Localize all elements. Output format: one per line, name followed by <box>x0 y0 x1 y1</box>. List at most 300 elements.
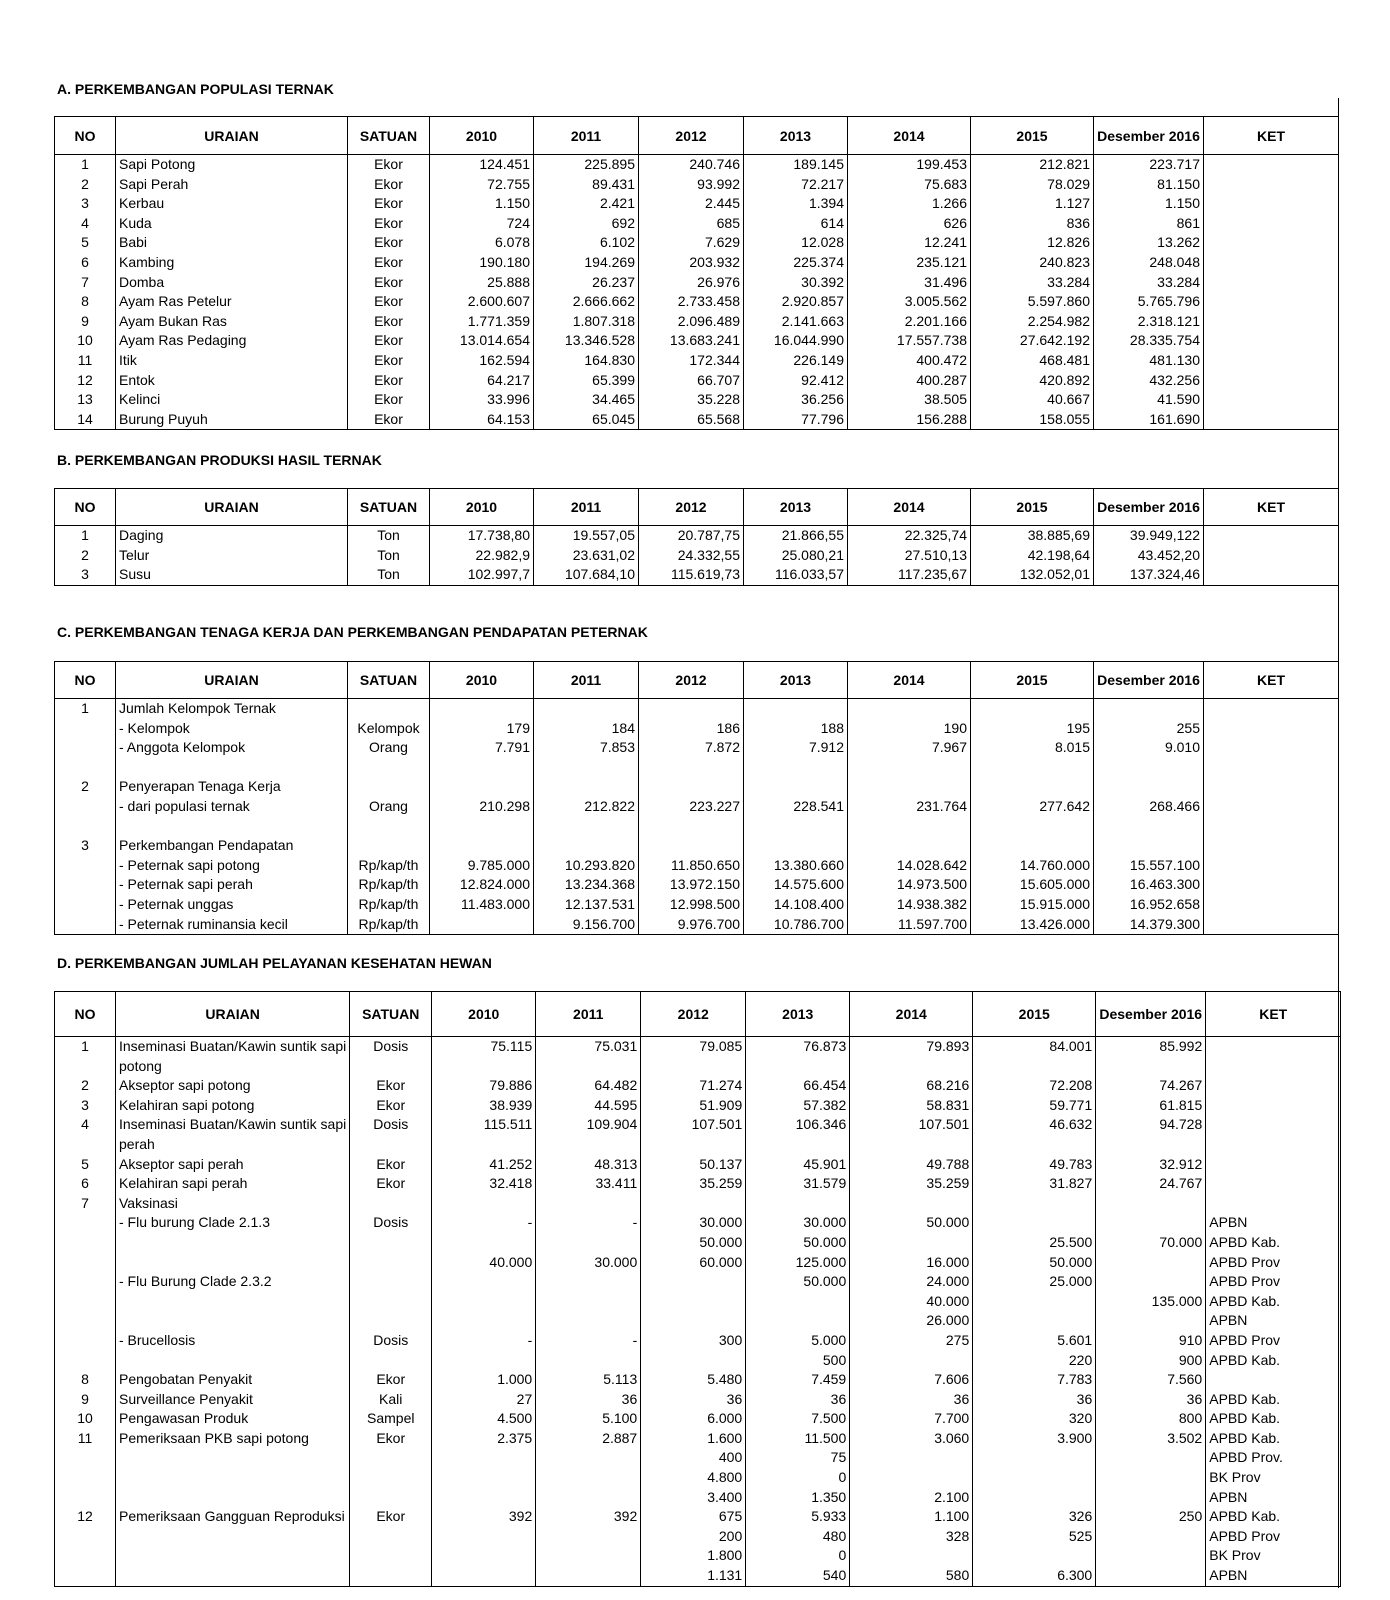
cell-des2016: 135.000 <box>1096 1292 1206 1312</box>
cell-y2013: 14.108.400 <box>744 895 848 915</box>
cell-y2012: 65.568 <box>639 410 744 430</box>
cell-y2012: 12.998.500 <box>639 895 744 915</box>
cell-uraian: Kelahiran sapi potong <box>116 1096 350 1116</box>
cell-y2011 <box>534 817 639 837</box>
cell-no: 3 <box>55 565 116 585</box>
cell-y2012: 51.909 <box>641 1096 746 1116</box>
cell-des2016 <box>1096 1194 1206 1214</box>
table-row <box>55 699 1339 719</box>
cell-y2013: 116.033,57 <box>744 565 848 585</box>
cell-uraian: Kelahiran sapi perah <box>116 1174 350 1194</box>
table-pelayanan-kesehatan-hewan <box>54 991 1341 1587</box>
header-y2015: 2015 <box>971 662 1094 699</box>
cell-y2012: 2.096.489 <box>639 312 744 332</box>
cell-y2012: 9.976.700 <box>639 915 744 935</box>
cell-satuan <box>350 1546 432 1566</box>
cell-no <box>55 758 116 778</box>
cell-y2011: 2.421 <box>534 194 639 214</box>
cell-no <box>55 738 116 758</box>
table-row <box>55 312 1339 332</box>
table-row <box>55 875 1339 895</box>
cell-y2015: 277.642 <box>971 797 1094 817</box>
cell-ket <box>1204 915 1339 935</box>
cell-y2014: 36 <box>850 1390 973 1410</box>
cell-y2013: 125.000 <box>746 1253 850 1273</box>
cell-des2016: 14.379.300 <box>1094 915 1204 935</box>
cell-y2012: 400 <box>641 1448 746 1468</box>
cell-y2010: 2.375 <box>432 1429 536 1449</box>
cell-des2016: 9.010 <box>1094 738 1204 758</box>
cell-y2015 <box>973 1213 1096 1233</box>
cell-satuan <box>350 1351 432 1371</box>
table-row <box>55 1390 1341 1410</box>
cell-uraian <box>116 1311 350 1331</box>
cell-y2012: 1.131 <box>641 1566 746 1586</box>
header-y2010: 2010 <box>432 992 536 1037</box>
cell-y2011: 164.830 <box>534 351 639 371</box>
cell-ket <box>1204 719 1339 739</box>
table-row <box>55 1370 1341 1390</box>
cell-y2013: 14.575.600 <box>744 875 848 895</box>
cell-y2013: 57.382 <box>746 1096 850 1116</box>
cell-y2013 <box>746 1292 850 1312</box>
cell-y2012: 50.000 <box>641 1233 746 1253</box>
header-y2014: 2014 <box>848 117 971 155</box>
cell-y2013: 7.459 <box>746 1370 850 1390</box>
cell-y2012 <box>641 1194 746 1214</box>
cell-y2010: 17.738,80 <box>430 526 534 546</box>
cell-y2013 <box>744 777 848 797</box>
cell-ket <box>1204 371 1339 391</box>
table-row <box>55 1057 1341 1077</box>
cell-y2012: 5.480 <box>641 1370 746 1390</box>
cell-y2011 <box>536 1351 641 1371</box>
table-produksi-hasil-ternak <box>54 488 1339 586</box>
cell-satuan: Dosis <box>350 1037 432 1057</box>
cell-y2013: 0 <box>746 1468 850 1488</box>
cell-y2014: 7.967 <box>848 738 971 758</box>
cell-satuan <box>350 1057 432 1077</box>
cell-y2010: 2.600.607 <box>430 292 534 312</box>
cell-y2013: 2.141.663 <box>744 312 848 332</box>
cell-uraian: - Peternak unggas <box>116 895 348 915</box>
cell-no: 9 <box>55 312 116 332</box>
cell-satuan: Ekor <box>348 410 430 430</box>
table-row <box>55 1253 1341 1273</box>
cell-ket <box>1206 1096 1341 1116</box>
cell-y2012: 4.800 <box>641 1468 746 1488</box>
cell-uraian: Ayam Ras Pedaging <box>116 331 348 351</box>
cell-y2015: 420.892 <box>971 371 1094 391</box>
cell-y2010 <box>430 758 534 778</box>
table-row <box>55 915 1339 935</box>
cell-y2013: 225.374 <box>744 253 848 273</box>
cell-uraian: Penyerapan Tenaga Kerja <box>116 777 348 797</box>
table-row <box>55 1448 1341 1468</box>
cell-y2015 <box>973 1448 1096 1468</box>
cell-y2014: 107.501 <box>850 1115 973 1135</box>
cell-y2015: 132.052,01 <box>971 565 1094 585</box>
cell-des2016: 33.284 <box>1094 273 1204 293</box>
cell-satuan: Ekor <box>350 1076 432 1096</box>
cell-uraian: Pengawasan Produk <box>116 1409 350 1429</box>
cell-y2015: 195 <box>971 719 1094 739</box>
cell-y2015: 5.597.860 <box>971 292 1094 312</box>
cell-y2013: 45.901 <box>746 1155 850 1175</box>
cell-y2013: 30.000 <box>746 1213 850 1233</box>
header-uraian: URAIAN <box>116 662 348 699</box>
cell-y2015: 3.900 <box>973 1429 1096 1449</box>
cell-ket <box>1204 253 1339 273</box>
cell-y2010: 22.982,9 <box>430 546 534 566</box>
cell-y2013: 12.028 <box>744 233 848 253</box>
cell-y2012: 685 <box>639 214 744 234</box>
cell-y2014: 79.893 <box>850 1037 973 1057</box>
cell-satuan: Rp/kap/th <box>348 915 430 935</box>
cell-y2011: 5.100 <box>536 1409 641 1429</box>
cell-no <box>55 1468 116 1488</box>
cell-y2010: 64.217 <box>430 371 534 391</box>
cell-des2016: 1.150 <box>1094 194 1204 214</box>
header-y2012: 2012 <box>639 662 744 699</box>
cell-no <box>55 1233 116 1253</box>
cell-y2010 <box>432 1488 536 1508</box>
cell-y2015 <box>971 758 1094 778</box>
table-row <box>55 1135 1341 1155</box>
cell-y2015: 2.254.982 <box>971 312 1094 332</box>
cell-no <box>55 1292 116 1312</box>
cell-y2011: 12.137.531 <box>534 895 639 915</box>
cell-des2016: 61.815 <box>1096 1096 1206 1116</box>
header-y2012: 2012 <box>639 117 744 155</box>
cell-y2011: 44.595 <box>536 1096 641 1116</box>
cell-no <box>55 1566 116 1586</box>
cell-y2014: 14.973.500 <box>848 875 971 895</box>
cell-ket <box>1204 390 1339 410</box>
cell-uraian <box>116 1488 350 1508</box>
cell-y2014: 26.000 <box>850 1311 973 1331</box>
cell-y2012: 36 <box>641 1390 746 1410</box>
cell-y2010 <box>432 1292 536 1312</box>
cell-satuan: Ton <box>348 565 430 585</box>
cell-y2015: 84.001 <box>973 1037 1096 1057</box>
cell-y2010 <box>430 817 534 837</box>
cell-satuan: Ekor <box>350 1507 432 1527</box>
cell-ket <box>1204 312 1339 332</box>
cell-y2015: 46.632 <box>973 1115 1096 1135</box>
cell-ket <box>1204 817 1339 837</box>
table-row <box>55 1155 1341 1175</box>
cell-y2015 <box>971 777 1094 797</box>
cell-des2016 <box>1096 1057 1206 1077</box>
cell-y2013: 76.873 <box>746 1037 850 1057</box>
cell-y2010 <box>432 1546 536 1566</box>
cell-y2015 <box>973 1194 1096 1214</box>
cell-satuan <box>350 1194 432 1214</box>
cell-y2015: 42.198,64 <box>971 546 1094 566</box>
cell-satuan: Rp/kap/th <box>348 875 430 895</box>
cell-satuan <box>348 817 430 837</box>
cell-y2014: 400.287 <box>848 371 971 391</box>
cell-y2011: 194.269 <box>534 253 639 273</box>
cell-uraian: Surveillance Penyakit <box>116 1390 350 1410</box>
cell-uraian: - Peternak ruminansia kecil <box>116 915 348 935</box>
cell-uraian: Entok <box>116 371 348 391</box>
header-y2010: 2010 <box>430 662 534 699</box>
cell-ket <box>1204 233 1339 253</box>
cell-y2011: 33.411 <box>536 1174 641 1194</box>
header-y2014: 2014 <box>850 992 973 1037</box>
cell-no: 4 <box>55 214 116 234</box>
table-row <box>55 331 1339 351</box>
cell-y2012: 26.976 <box>639 273 744 293</box>
cell-no: 4 <box>55 1115 116 1135</box>
cell-ket <box>1204 526 1339 546</box>
cell-y2010: 124.451 <box>430 155 534 175</box>
cell-uraian: Perkembangan Pendapatan <box>116 836 348 856</box>
cell-y2014 <box>850 1468 973 1488</box>
cell-des2016: 81.150 <box>1094 175 1204 195</box>
cell-y2015: 14.760.000 <box>971 856 1094 876</box>
cell-satuan: Kali <box>350 1390 432 1410</box>
cell-des2016: 13.262 <box>1094 233 1204 253</box>
header-y2013: 2013 <box>746 992 850 1037</box>
header-y2010: 2010 <box>430 489 534 526</box>
cell-y2010: 33.996 <box>430 390 534 410</box>
cell-no: 2 <box>55 1076 116 1096</box>
cell-y2011: 6.102 <box>534 233 639 253</box>
cell-y2015 <box>973 1292 1096 1312</box>
cell-no <box>55 1546 116 1566</box>
cell-satuan: Ekor <box>348 175 430 195</box>
cell-y2013: 5.933 <box>746 1507 850 1527</box>
cell-ket <box>1206 1194 1341 1214</box>
cell-des2016: 74.267 <box>1096 1076 1206 1096</box>
cell-no: 3 <box>55 1096 116 1116</box>
cell-satuan: Ekor <box>348 233 430 253</box>
table-row <box>55 1488 1341 1508</box>
cell-y2015 <box>973 1468 1096 1488</box>
cell-y2010 <box>430 836 534 856</box>
cell-ket <box>1204 895 1339 915</box>
cell-ket <box>1204 155 1339 175</box>
cell-uraian <box>116 1292 350 1312</box>
table-row <box>55 253 1339 273</box>
cell-des2016 <box>1096 1253 1206 1273</box>
cell-y2013: 226.149 <box>744 351 848 371</box>
table-tenaga-kerja-pendapatan <box>54 661 1339 935</box>
cell-des2016 <box>1096 1468 1206 1488</box>
cell-no: 7 <box>55 273 116 293</box>
cell-uraian: potong <box>116 1057 350 1077</box>
cell-des2016: 16.463.300 <box>1094 875 1204 895</box>
header-satuan: SATUAN <box>350 992 432 1037</box>
cell-y2015: 38.885,69 <box>971 526 1094 546</box>
cell-ket <box>1206 1135 1341 1155</box>
cell-satuan: Ekor <box>348 351 430 371</box>
cell-uraian: Jumlah Kelompok Ternak <box>116 699 348 719</box>
cell-des2016: 255 <box>1094 719 1204 739</box>
cell-y2011: 64.482 <box>536 1076 641 1096</box>
table-row <box>55 836 1339 856</box>
cell-y2015 <box>973 1546 1096 1566</box>
cell-y2010 <box>432 1468 536 1488</box>
cell-y2014: 14.938.382 <box>848 895 971 915</box>
cell-satuan: Ekor <box>348 331 430 351</box>
header-no: NO <box>55 992 116 1037</box>
cell-y2012: 60.000 <box>641 1253 746 1273</box>
header-satuan: SATUAN <box>348 489 430 526</box>
cell-y2011: 9.156.700 <box>534 915 639 935</box>
cell-y2014 <box>850 1448 973 1468</box>
cell-uraian: Daging <box>116 526 348 546</box>
cell-satuan <box>350 1135 432 1155</box>
cell-uraian: - Anggota Kelompok <box>116 738 348 758</box>
cell-ket: APBN <box>1206 1213 1341 1233</box>
header-y2011: 2011 <box>534 662 639 699</box>
cell-des2016: 268.466 <box>1094 797 1204 817</box>
cell-y2012: 240.746 <box>639 155 744 175</box>
cell-y2014: 7.700 <box>850 1409 973 1429</box>
cell-no <box>55 1253 116 1273</box>
cell-satuan: Ekor <box>350 1174 432 1194</box>
cell-y2014: 14.028.642 <box>848 856 971 876</box>
cell-y2010: 392 <box>432 1507 536 1527</box>
cell-des2016: 432.256 <box>1094 371 1204 391</box>
cell-no: 1 <box>55 1037 116 1057</box>
header-des2016: Desember 2016 <box>1094 117 1204 155</box>
cell-satuan: Orang <box>348 738 430 758</box>
cell-y2011: 48.313 <box>536 1155 641 1175</box>
cell-y2012: 20.787,75 <box>639 526 744 546</box>
cell-uraian: Akseptor sapi potong <box>116 1076 350 1096</box>
cell-y2014 <box>850 1194 973 1214</box>
cell-ket <box>1204 175 1339 195</box>
cell-uraian: Sapi Potong <box>116 155 348 175</box>
table-row <box>55 758 1339 778</box>
cell-y2015: 78.029 <box>971 175 1094 195</box>
header-y2012: 2012 <box>641 992 746 1037</box>
header-y2010: 2010 <box>430 117 534 155</box>
section-d-title: D. PERKEMBANGAN JUMLAH PELAYANAN KESEHATAN HEWAN <box>57 955 492 971</box>
cell-satuan: Ekor <box>348 371 430 391</box>
cell-des2016: 3.502 <box>1096 1429 1206 1449</box>
cell-satuan <box>350 1253 432 1273</box>
cell-y2015 <box>971 836 1094 856</box>
cell-des2016: 250 <box>1096 1507 1206 1527</box>
cell-ket <box>1204 797 1339 817</box>
cell-ket <box>1206 1076 1341 1096</box>
cell-y2013 <box>744 836 848 856</box>
cell-ket: APBD Kab. <box>1206 1390 1341 1410</box>
cell-y2014: 17.557.738 <box>848 331 971 351</box>
cell-uraian: - dari populasi ternak <box>116 797 348 817</box>
cell-des2016 <box>1096 1527 1206 1547</box>
cell-y2010 <box>432 1527 536 1547</box>
cell-y2015: 1.127 <box>971 194 1094 214</box>
header-des2016: Desember 2016 <box>1094 662 1204 699</box>
cell-y2015 <box>973 1057 1096 1077</box>
cell-y2015: 212.821 <box>971 155 1094 175</box>
cell-y2014: 580 <box>850 1566 973 1586</box>
cell-y2010: 162.594 <box>430 351 534 371</box>
cell-y2010 <box>432 1566 536 1586</box>
cell-y2011: 212.822 <box>534 797 639 817</box>
cell-no: 9 <box>55 1390 116 1410</box>
header-no: NO <box>55 662 116 699</box>
table-row <box>55 155 1339 175</box>
cell-y2014 <box>848 817 971 837</box>
cell-y2013: 13.380.660 <box>744 856 848 876</box>
cell-des2016: 39.949,122 <box>1094 526 1204 546</box>
cell-no <box>55 817 116 837</box>
cell-des2016 <box>1094 777 1204 797</box>
cell-no: 5 <box>55 233 116 253</box>
cell-y2011: 65.399 <box>534 371 639 391</box>
cell-y2013 <box>744 699 848 719</box>
cell-no: 6 <box>55 1174 116 1194</box>
table-row <box>55 797 1339 817</box>
cell-des2016: 900 <box>1096 1351 1206 1371</box>
cell-y2015: 49.783 <box>973 1155 1096 1175</box>
cell-y2011: 89.431 <box>534 175 639 195</box>
cell-des2016: 7.560 <box>1096 1370 1206 1390</box>
header-uraian: URAIAN <box>116 992 350 1037</box>
cell-des2016: 861 <box>1094 214 1204 234</box>
cell-y2014: 7.606 <box>850 1370 973 1390</box>
cell-y2014: 156.288 <box>848 410 971 430</box>
cell-satuan: Dosis <box>350 1213 432 1233</box>
cell-y2010 <box>432 1233 536 1253</box>
cell-y2013: 7.500 <box>746 1409 850 1429</box>
cell-y2014 <box>850 1135 973 1155</box>
cell-no <box>55 875 116 895</box>
header-satuan: SATUAN <box>348 662 430 699</box>
cell-y2014: 2.201.166 <box>848 312 971 332</box>
cell-y2010: 40.000 <box>432 1253 536 1273</box>
cell-y2014: 49.788 <box>850 1155 973 1175</box>
cell-y2013 <box>746 1194 850 1214</box>
table-row <box>55 856 1339 876</box>
cell-y2011: 26.237 <box>534 273 639 293</box>
cell-y2010: 32.418 <box>432 1174 536 1194</box>
cell-no: 2 <box>55 175 116 195</box>
header-y2011: 2011 <box>534 117 639 155</box>
header-ket: KET <box>1204 489 1339 526</box>
cell-y2011 <box>536 1311 641 1331</box>
cell-y2010: 7.791 <box>430 738 534 758</box>
cell-no <box>55 1311 116 1331</box>
cell-y2015: 15.915.000 <box>971 895 1094 915</box>
header-y2013: 2013 <box>744 489 848 526</box>
cell-uraian <box>116 1233 350 1253</box>
cell-des2016 <box>1096 1546 1206 1566</box>
cell-ket <box>1204 856 1339 876</box>
cell-y2012: 30.000 <box>641 1213 746 1233</box>
cell-uraian: Ayam Ras Petelur <box>116 292 348 312</box>
cell-y2012: 203.932 <box>639 253 744 273</box>
cell-no: 11 <box>55 351 116 371</box>
cell-y2015: 5.601 <box>973 1331 1096 1351</box>
cell-satuan: Ekor <box>348 194 430 214</box>
cell-y2011: 2.666.662 <box>534 292 639 312</box>
cell-y2010 <box>432 1057 536 1077</box>
cell-y2013: 1.350 <box>746 1488 850 1508</box>
cell-satuan <box>350 1292 432 1312</box>
cell-y2010: 179 <box>430 719 534 739</box>
cell-des2016: 36 <box>1096 1390 1206 1410</box>
cell-y2015 <box>971 699 1094 719</box>
